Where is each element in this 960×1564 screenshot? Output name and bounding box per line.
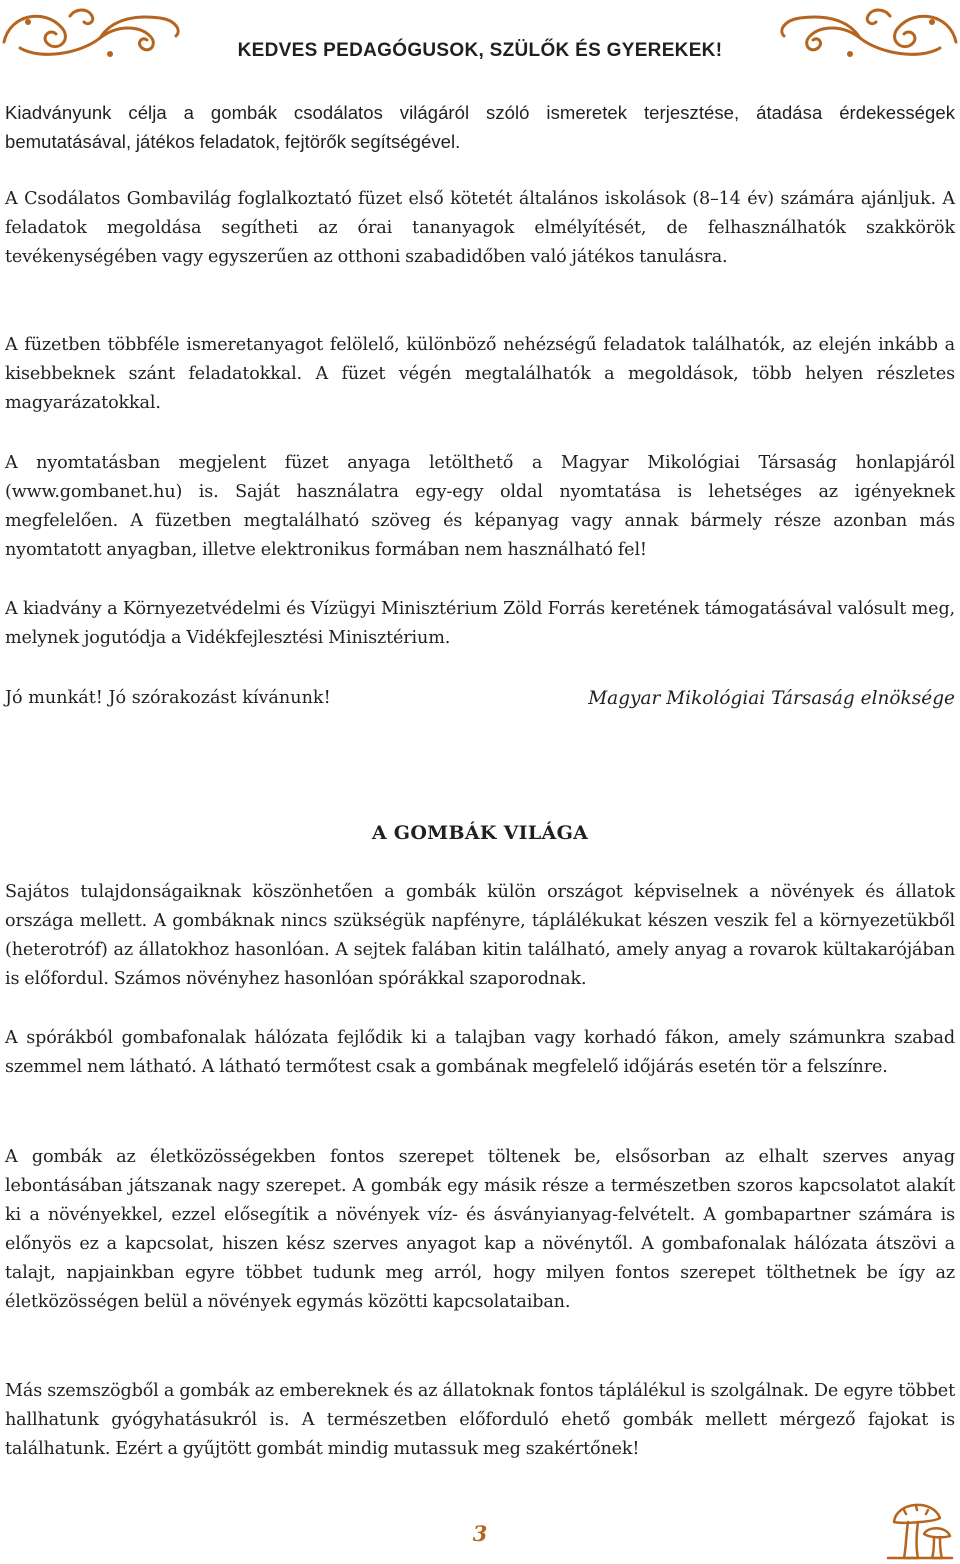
- section-paragraph-2: A spórákból gombafonalak hálózata fejlődik ki a talajban vagy korhadó fákon, amely számunkra szabad szemmel nem látható. A látható termőtest csak a gombának megfelelő időjárás esetén tör a felszínre.: [5, 1028, 955, 1077]
- page-number: 3: [472, 1521, 488, 1546]
- closing-greeting: Jó munkát! Jó szórakozást kívánunk!: [5, 688, 331, 708]
- mushroom-icon: [884, 1488, 954, 1562]
- intro-paragraph-2: A Csodálatos Gombavilág foglalkoztató füzet első kötetét általános iskolások (8–14 év) számára ajánljuk. A feladatok megoldása segítheti az órai tananyagok elmélyítését, de felhasználhatók szakkörök tevékenységében vagy egyszerűen az otthoni szabadidőben való játékos tanulásra.: [5, 189, 955, 267]
- signature: Magyar Mikológiai Társaság elnöksége: [588, 688, 955, 709]
- intro-paragraph-5: A kiadvány a Környezetvédelmi és Vízügyi Minisztérium Zöld Forrás keretének támogatásával valósult meg, melynek jogutódja a Vidékfejlesztési Minisztérium.: [5, 599, 955, 648]
- page-title: KEDVES PEDAGÓGUSOK, SZÜLŐK ÉS GYEREKEK!: [237, 40, 723, 61]
- intro-paragraph-4: A nyomtatásban megjelent füzet anyaga letölthető a Magyar Mikológiai Társaság honlapjáról (www.gombanet.hu) is. Saját használatra egy-egy oldal nyomtatása is lehetséges az igényeknek megfelelően. A füzetben megtalálható szöveg és képanyag vagy annak bármely része azonban más nyomtatott anyagban, illetve elektronikus formában nem használható fel!: [5, 453, 955, 560]
- section-paragraph-1: Sajátos tulajdonságaiknak köszönhetően a gombák külön országot képviselnek a növények és állatok országa mellett. A gombáknak nincs szükségük napfényre, táplálékukat készen veszik fel a környezetükből (heterotróf) az állatokhoz hasonlóan. A sejtek falában kitin található, amely anyag a rovarok kültakarójában is előfordul. Számos növényhez hasonlóan spórákkal szaporodnak.: [5, 882, 955, 989]
- section-paragraph-3: A gombák az életközösségekben fontos szerepet töltenek be, elsősorban az elhalt szerves anyag lebontásában játszanak nagy szerepet. A gombák egy másik része a természetben szoros kapcsolatot alakít ki a növényekkel, ezzel elősegítik a növények víz- és ásványianyag-felvételt. A gombapartner számára is előnyös ez a kapcsolat, hiszen kész szerves anyagot kap a növénytől. A gombafonalak hálózata átszövi a talajt, napjainkban egyre többet tudunk meg arról, hogy milyen fontos szerepet tölthetnek be így az életközösségen belül a növények egymás közötti kapcsolataiban.: [5, 1147, 955, 1312]
- section-title: A GOMBÁK VILÁGA: [371, 822, 589, 844]
- intro-paragraph-1: Kiadványunk célja a gombák csodálatos világáról szóló ismeretek terjesztése, átadása érdekességek bemutatásával, játékos feladatok, fejtörők segítségével.: [5, 102, 955, 152]
- section-paragraph-4: Más szemszögből a gombák az embereknek és az állatoknak fontos táplálékul is szolgálnak. De egyre többet hallhatunk gyógyhatásukról is. A természetben előforduló ehető gombák mellett mérgező fajokat is találhatunk. Ezért a gyűjtött gombát mindig mutassuk meg szakértőnek!: [5, 1381, 955, 1459]
- intro-paragraph-3: A füzetben többféle ismeretanyagot felölelő, különböző nehézségű feladatok találhatók, az elején inkább a kisebbeknek szánt feladatokkal. A füzet végén megtalálhatók a megoldások, több helyen részletes magyarázatokkal.: [5, 335, 955, 413]
